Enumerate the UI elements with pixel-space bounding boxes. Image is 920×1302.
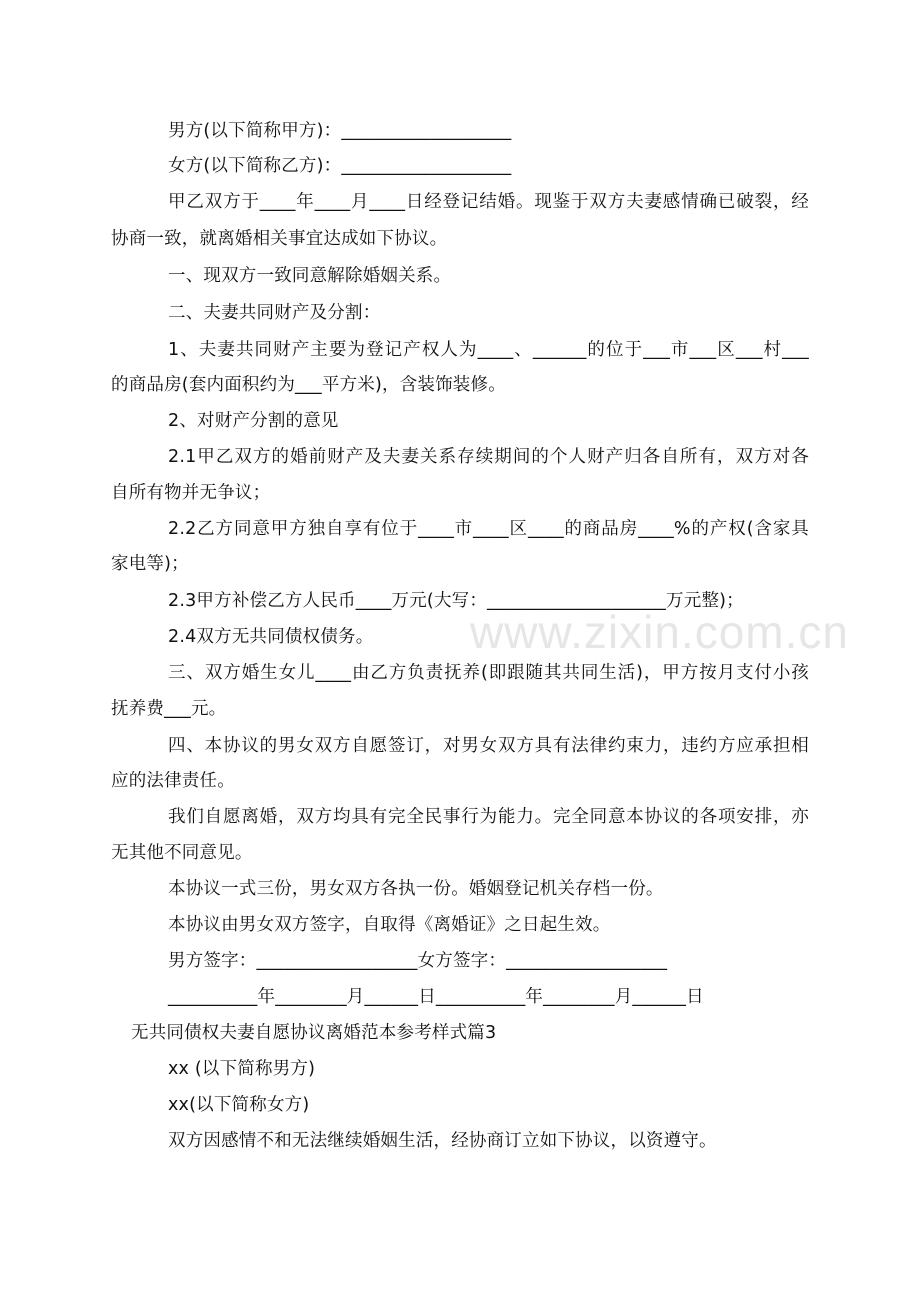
- clause-2-heading: 二、夫妻共同财产及分割：: [168, 303, 381, 323]
- effective-line: 本协议由男女双方签字，自取得《离婚证》之日起生效。: [168, 915, 611, 935]
- clause-4-line-2: 应的法律责任。: [111, 771, 235, 791]
- marriage-date-line: 甲乙双方于____年____月____日经登记结婚。现鉴于双方夫妻感情确已破裂，经: [168, 192, 809, 212]
- signature-date-line: __________年________月______日__________年________月______日: [168, 987, 704, 1007]
- clause-4-line-1: 四、本协议的男女双方自愿签订，对男女双方具有法律约束力，违约方应承担相: [168, 736, 809, 756]
- watermark: www.zixin.com.cn: [470, 606, 849, 658]
- clause-1: 一、现双方一致同意解除婚姻关系。: [168, 266, 452, 286]
- property-line-2: 的商品房(套内面积约为___平方米)，含装饰装修。: [111, 375, 506, 395]
- man-xx-line: xx (以下简称男方): [168, 1059, 316, 1079]
- property-line-1: 1、夫妻共同财产主要为登记产权人为____、______的位于___市___区___村___: [168, 340, 809, 360]
- item-2-1-line-1: 2.1甲乙双方的婚前财产及夫妻关系存续期间的个人财产归各自所有，双方对各: [168, 447, 809, 467]
- item-2-2-line-2: 家电等)；: [111, 554, 189, 574]
- item-2-4: 2.4双方无共同债权债务。: [168, 627, 374, 647]
- copies-line: 本协议一式三份，男女双方各执一份。婚姻登记机关存档一份。: [168, 879, 664, 899]
- section-title: 无共同债权夫妻自愿协议离婚范本参考样式篇3: [131, 1023, 497, 1043]
- item-2-2-line-1: 2.2乙方同意甲方独自享有位于____市____区____的商品房____%的产权(含家具: [168, 519, 809, 539]
- woman-xx-line: xx(以下简称女方): [168, 1095, 310, 1115]
- man-party-line: 男方(以下简称甲方)：___________________: [168, 121, 512, 141]
- woman-party-line: 女方(以下简称乙方)：___________________: [168, 156, 512, 176]
- clause-3-line-2: 抚养费___元。: [111, 699, 227, 719]
- agreement-intro-line: 协商一致，就离婚相关事宜达成如下协议。: [111, 229, 448, 249]
- item-2-3: 2.3甲方补偿乙方人民币____万元(大写：____________________万元整)；: [168, 591, 744, 611]
- statement-line-1: 我们自愿离婚，双方均具有完全民事行为能力。完全同意本协议的各项安排，亦: [168, 807, 809, 827]
- signature-line: 男方签字：__________________女方签字：__________________: [168, 951, 668, 971]
- clause-3-line-1: 三、双方婚生女儿____由乙方负责抚养(即跟随其共同生活)，甲方按月支付小孩: [168, 663, 809, 683]
- item-2-1-line-2: 自所有物并无争议；: [111, 483, 271, 503]
- closing-line: 双方因感情不和无法继续婚姻生活，经协商订立如下协议，以资遵守。: [168, 1131, 717, 1151]
- statement-line-2: 无其他不同意见。: [111, 843, 253, 863]
- division-heading: 2、对财产分割的意见: [168, 411, 339, 431]
